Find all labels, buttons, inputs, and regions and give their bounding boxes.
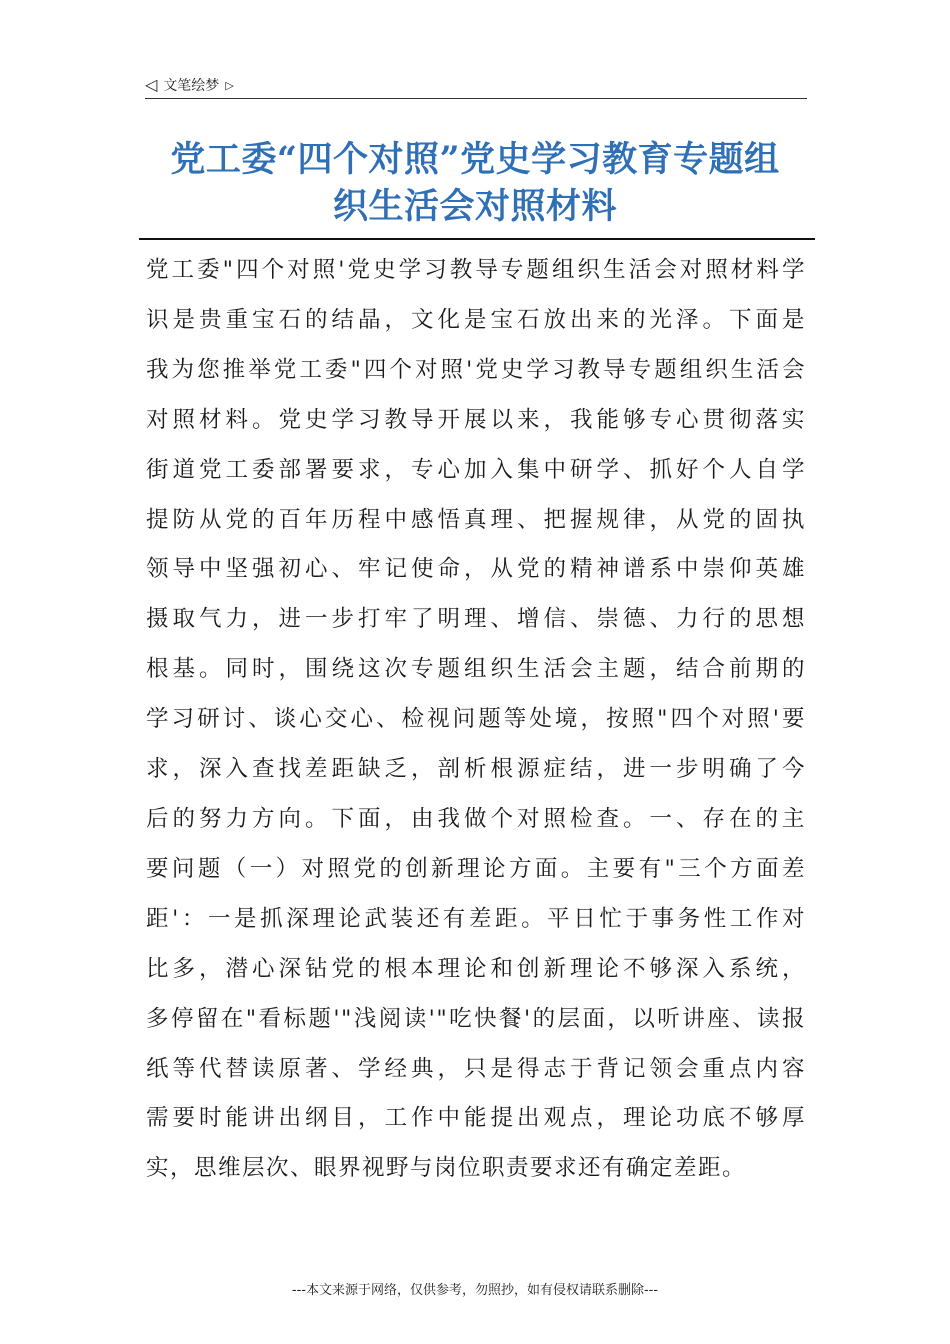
body-line: 识是贵重宝石的结晶，文化是宝石放出来的光泽。下面是 <box>146 306 806 333</box>
title-divider <box>139 238 815 240</box>
body-line: 纸等代替读原著、学经典，只是得志于背记领会重点内容 <box>146 1055 806 1082</box>
body-line: 多停留在"看标题'"浅阅读'"吃快餐'的层面，以听讲座、读报 <box>146 1005 806 1032</box>
body-line: 党工委"四个对照'党史学习教导专题组织生活会对照材料学 <box>146 257 806 283</box>
body-line: 领导中坚强初心、牢记使命，从党的精神谱系中崇仰英雄 <box>146 556 806 583</box>
body-line: 学习研讨、谈心交心、检视问题等处境，按照"四个对照'要 <box>146 706 806 733</box>
body-line: 对照材料。党史学习教导开展以来，我能够专心贯彻落实 <box>146 406 806 433</box>
body-line: 我为您推举党工委"四个对照'党史学习教导专题组织生活会 <box>146 356 806 383</box>
body-line: 根基。同时，围绕这次专题组织生活会主题，结合前期的 <box>146 656 806 683</box>
body-line: 实，思维层次、眼界视野与岗位职责要求还有确定差距。 <box>146 1155 747 1182</box>
header-brand: 文笔绘梦 <box>163 78 220 94</box>
title-line-1: 党工委“四个对照”党史学习教育专题组 <box>170 139 780 180</box>
body-line: 后的努力方向。下面，由我做个对照检查。一、存在的主 <box>146 805 806 832</box>
body-line: 比多，潜心深钻党的根本理论和创新理论不够深入系统， <box>146 955 806 982</box>
page-footer: ---本文来源于网络，仅供参考，勿照抄，如有侵权请联系删除--- <box>291 1283 659 1298</box>
body-line: 求，深入查找差距缺乏，剖析根源症结，进一步明确了今 <box>146 756 806 783</box>
title-line-2: 织生活会对照材料 <box>332 186 617 227</box>
page-header <box>145 72 807 99</box>
triangle-right-icon: ▷ <box>225 78 234 92</box>
body-line: 需要时能讲出纲目，工作中能提出观点，理论功底不够厚 <box>146 1105 806 1132</box>
document-title <box>150 136 800 230</box>
body-line: 摄取气力，进一步打牢了明理、增信、崇德、力行的思想 <box>146 606 806 633</box>
triangle-left-icon: ◁ <box>145 75 158 94</box>
body-line: 距'：一是抓深理论武装还有差距。平日忙于事务性工作对 <box>146 905 806 932</box>
body-line: 提防从党的百年历程中感悟真理、把握规律，从党的固执 <box>146 506 806 533</box>
body-text <box>146 246 806 1194</box>
body-line: 街道党工委部署要求，专心加入集中研学、抓好个人自学 <box>146 456 806 483</box>
body-line: 要问题（一）对照党的创新理论方面。主要有"三个方面差 <box>146 855 806 882</box>
